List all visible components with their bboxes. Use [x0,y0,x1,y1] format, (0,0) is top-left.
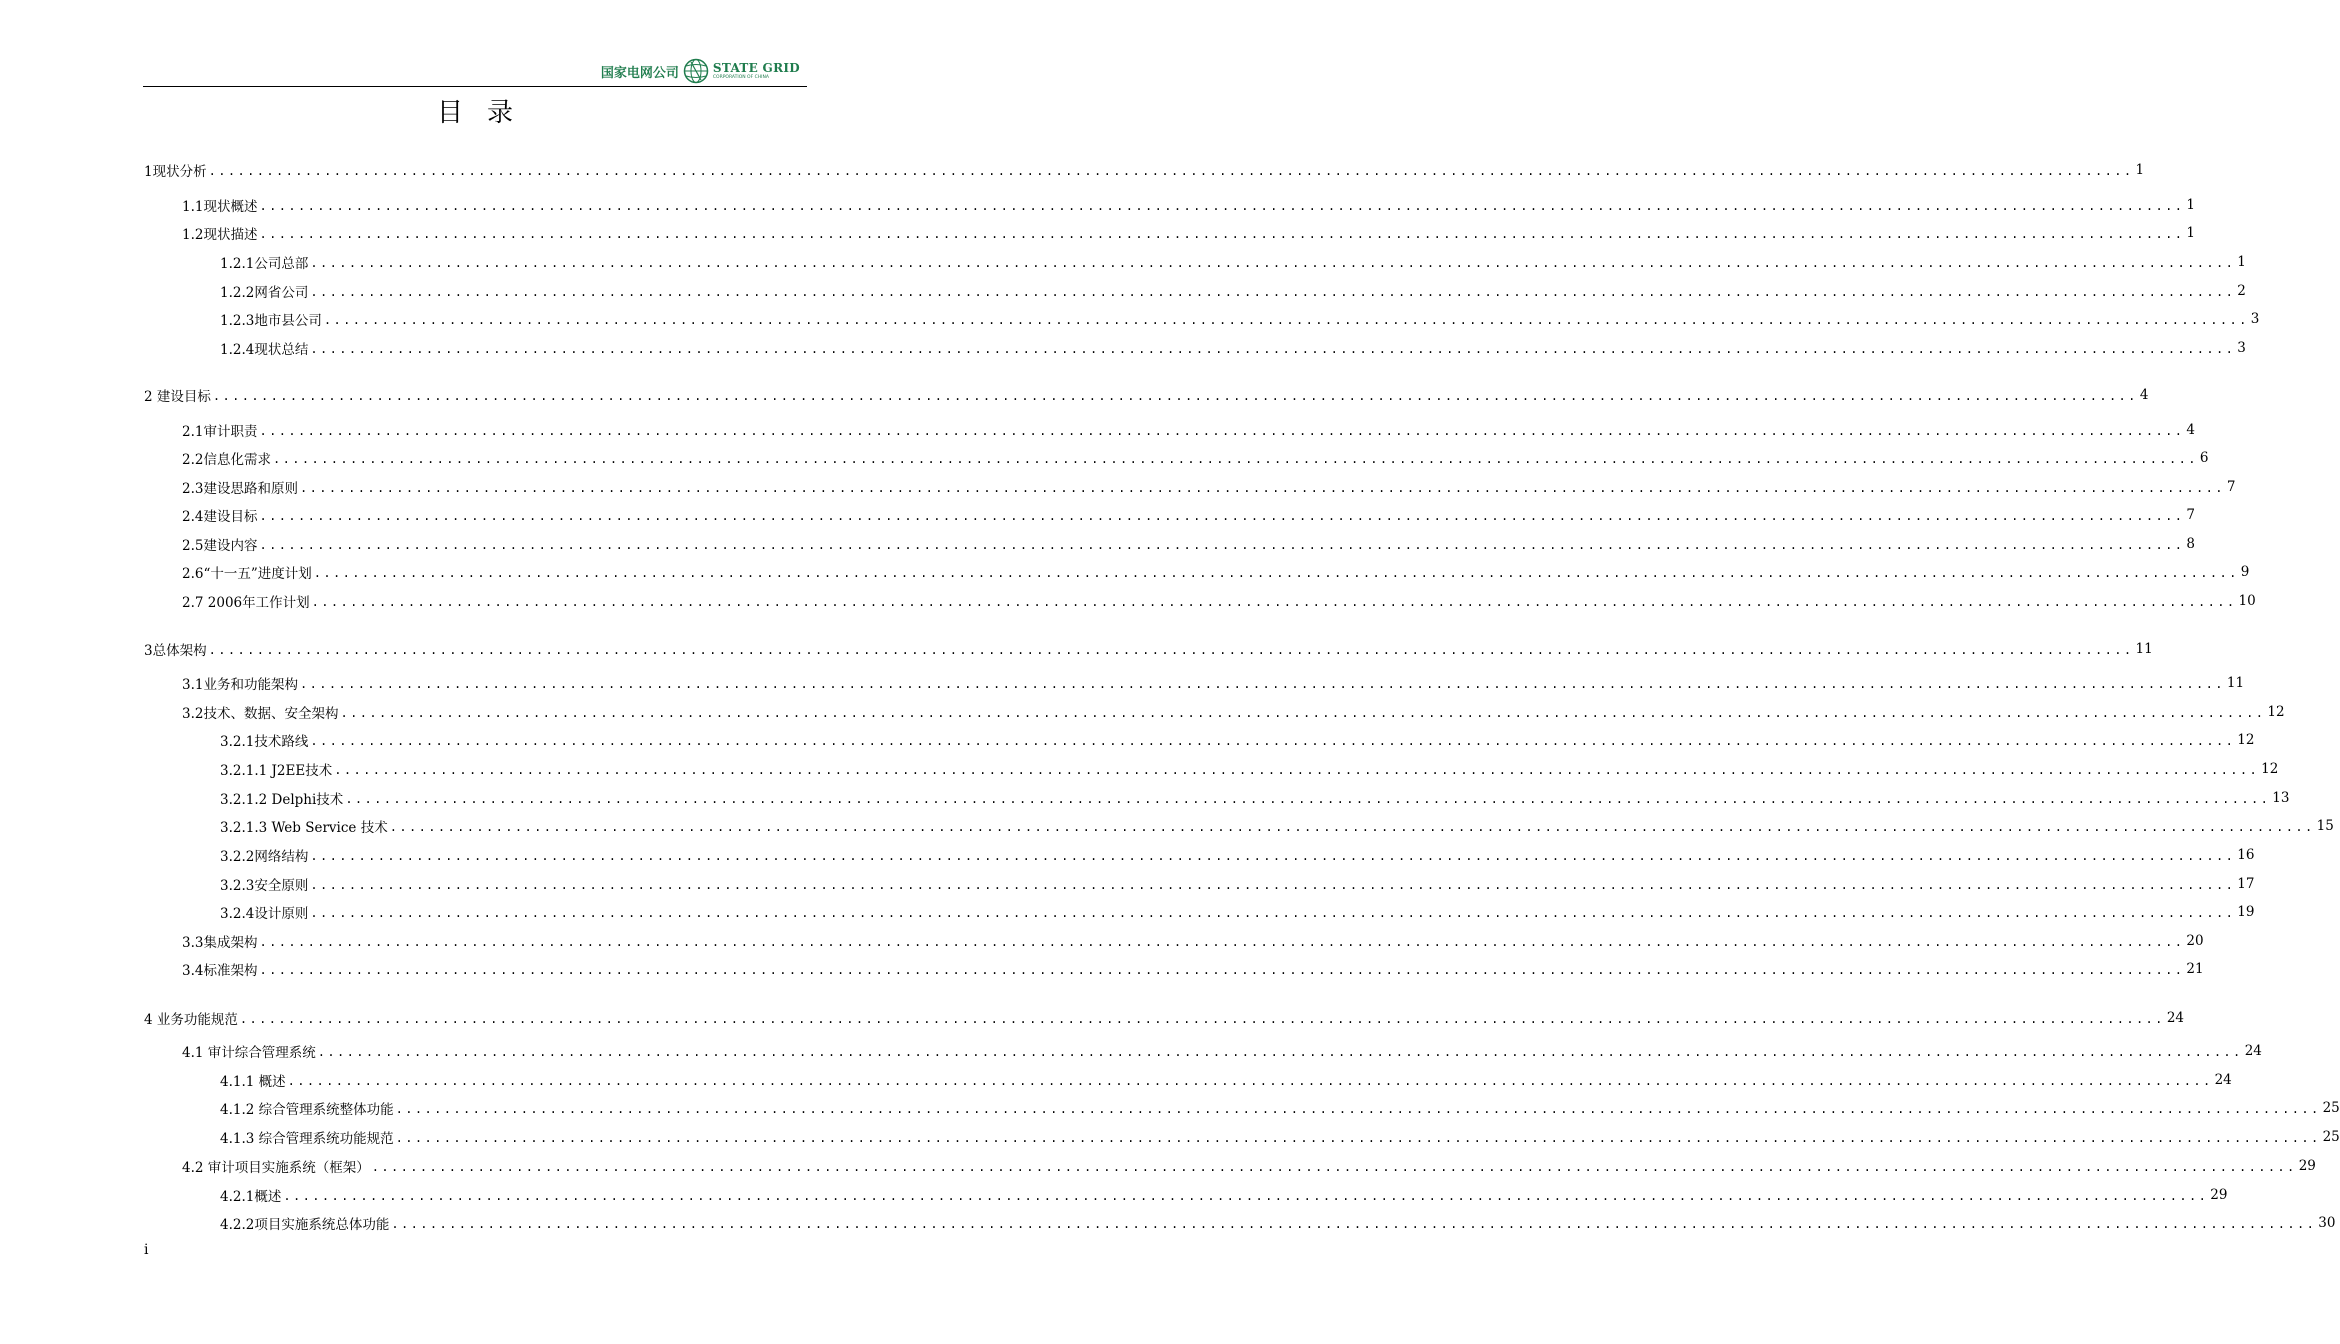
toc-entry-page: 15 [2316,818,2334,834]
toc-entry[interactable] [144,638,2153,660]
toc-entry[interactable] [220,1069,2232,1091]
toc-entry-label: 1现状分析 [144,164,207,180]
toc-leader-dots: ........................................................................................................................................................................................................ [310,734,2236,748]
toc-entry[interactable] [182,194,2195,216]
toc-entry-label: 4.1.3 综合管理系统功能规范 [220,1131,394,1147]
toc-leader-dots: ........................................................................................................................................................................................................ [311,595,2237,609]
toc-entry[interactable] [182,222,2195,244]
toc-leader-dots: ........................................................................................................................................................................................................ [259,424,2185,438]
toc-leader-dots: ........................................................................................................................................................................................................ [283,1189,2209,1203]
toc-entry-label: 3.2.2网络结构 [220,849,309,865]
toc-leader-dots: ........................................................................................................................................................................................................ [287,1074,2213,1088]
toc-entry-label: 2.1审计职责 [182,424,258,440]
toc-entry-label: 3.2.1.2 Delphi技术 [220,792,344,808]
toc-leader-dots: ........................................................................................................................................................................................................ [310,342,2236,356]
toc-entry-page: 30 [2318,1215,2336,1231]
toc-entry-label: 3.2.1技术路线 [220,734,309,750]
toc-entry-label: 2 建设目标 [144,389,211,405]
toc-entry[interactable] [182,1040,2262,1062]
toc-entry-page: 25 [2322,1100,2340,1116]
toc-entry-page: 1 [2135,162,2145,178]
toc-leader-dots: ........................................................................................................................................................................................................ [208,643,2134,657]
toc-entry-label: 1.2.1公司总部 [220,256,309,272]
toc-leader-dots: ........................................................................................................................................................................................................ [259,538,2185,552]
toc-entry-page: 1 [2186,197,2195,213]
toc-entry[interactable] [220,280,2246,302]
toc-entry-page: 12 [2261,761,2279,777]
toc-entry[interactable] [220,1126,2340,1148]
toc-leader-dots: ........................................................................................................................................................................................................ [395,1131,2321,1145]
toc-entry-page: 21 [2186,961,2204,977]
footer-page-number: i [144,1242,149,1258]
toc-entry-page: 3 [2237,340,2246,356]
toc-leader-dots: ........................................................................................................................................................................................................ [317,1045,2243,1059]
toc-entry-page: 1 [2186,225,2195,241]
toc-leader-dots: ........................................................................................................................................................................................................ [313,566,2239,580]
toc-entry-label: 1.2.3地市县公司 [220,313,322,329]
toc-entry[interactable] [182,672,2245,694]
toc-entry-page: 9 [2240,564,2250,580]
toc-entry-page: 20 [2186,933,2204,949]
toc-entry[interactable] [182,533,2195,555]
logo-chinese-text: 国家电网公司 [600,65,679,81]
toc-entry-label: 3.2.1.3 Web Service 技术 [220,820,388,836]
toc-entry-page: 29 [2298,1158,2316,1174]
toc-entry[interactable] [220,844,2255,866]
toc-entry[interactable] [220,873,2255,895]
toc-entry-label: 1.1现状概述 [182,199,258,215]
toc-entry-label: 3.2.3安全原则 [220,878,309,894]
toc-entry-page: 3 [2250,311,2260,327]
toc-entry[interactable] [220,758,2279,780]
toc-entry[interactable] [220,815,2334,837]
toc-entry[interactable] [220,729,2255,751]
toc-leader-dots: ........................................................................................................................................................................................................ [259,199,2185,213]
toc-entry-page: 13 [2272,790,2290,806]
toc-entry-page: 7 [2226,479,2236,495]
toc-entry-label: 1.2.4现状总结 [220,342,309,358]
toc-entry-page: 25 [2322,1129,2340,1145]
toc-leader-dots: ........................................................................................................................................................................................................ [259,509,2185,523]
toc-entry-label: 4.2.2项目实施系统总体功能 [220,1217,390,1233]
toc-leader-dots: ........................................................................................................................................................................................................ [239,1012,2165,1026]
toc-entry-page: 7 [2186,507,2195,523]
toc-entry[interactable] [220,787,2290,809]
toc-entry-label: 2.2信息化需求 [182,452,271,468]
toc-entry[interactable] [220,251,2246,273]
toc-entry-page: 11 [2135,641,2153,657]
toc-entry-label: 4.2.1概述 [220,1189,282,1205]
toc-entry[interactable] [182,476,2236,498]
toc-entry-label: 4.1.1 概述 [220,1074,286,1090]
toc-entry-label: 2.5建设内容 [182,538,258,554]
toc-entry[interactable] [182,958,2204,980]
toc-entry[interactable] [220,901,2255,923]
toc-entry-page: 8 [2186,536,2195,552]
toc-leader-dots: ........................................................................................................................................................................................................ [299,481,2225,495]
toc-entry-page: 1 [2237,254,2246,270]
toc-entry-page: 11 [2226,675,2245,691]
toc-entry-label: 4.1 审计综合管理系统 [182,1045,316,1061]
toc-leader-dots: ........................................................................................................................................................................................................ [259,963,2185,977]
toc-leader-dots: ........................................................................................................................................................................................................ [310,256,2236,270]
toc-entry-label: 3.1业务和功能架构 [182,677,298,693]
toc-leader-dots: ........................................................................................................................................................................................................ [323,313,2249,327]
toc-entry-label: 3.2技术、数据、安全架构 [182,706,339,722]
toc-entry[interactable] [220,1097,2340,1119]
toc-entry[interactable] [182,419,2195,441]
toc-entry-label: 4 业务功能规范 [144,1012,238,1028]
toc-entry-label: 2.4建设目标 [182,509,258,525]
toc-leader-dots: ........................................................................................................................................................................................................ [334,763,2260,777]
toc-leader-dots: ........................................................................................................................................................................................................ [259,935,2185,949]
toc-entry-label: 3.4标准架构 [182,963,258,979]
toc-entry-page: 12 [2267,704,2285,720]
toc-entry-page: 4 [2186,422,2195,438]
toc-leader-dots: ........................................................................................................................................................................................................ [310,849,2236,863]
toc-entry-label: 4.1.2 综合管理系统整体功能 [220,1102,394,1118]
toc-entry[interactable] [144,1007,2184,1029]
toc-leader-dots: ........................................................................................................................................................................................................ [212,389,2138,403]
toc-leader-dots: ........................................................................................................................................................................................................ [395,1102,2321,1116]
toc-entry-page: 4 [2139,387,2149,403]
toc-entry[interactable] [220,1212,2336,1234]
toc-entry-page: 19 [2237,904,2255,920]
toc-entry-label: 2.7 2006年工作计划 [182,595,310,611]
toc-entry-label: 1.2.2网省公司 [220,285,309,301]
toc-entry[interactable] [144,159,2145,181]
toc-entry-page: 24 [2214,1072,2232,1088]
toc-entry[interactable] [182,930,2204,952]
toc-entry-label: 3.3集成架构 [182,935,258,951]
toc-leader-dots: ........................................................................................................................................................................................................ [391,1217,2317,1231]
toc-entry-label: 2.6“十一五”进度计划 [182,566,312,582]
toc-entry-label: 3总体架构 [144,643,207,659]
toc-leader-dots: ........................................................................................................................................................................................................ [371,1160,2297,1174]
toc-entry[interactable] [220,308,2260,330]
toc-entry[interactable] [182,1155,2316,1177]
toc-entry[interactable] [182,590,2256,612]
toc-leader-dots: ........................................................................................................................................................................................................ [208,164,2134,178]
toc-entry[interactable] [144,384,2149,406]
toc-entry-page: 24 [2244,1043,2262,1059]
toc-entry-label: 3.2.1.1 J2EE技术 [220,763,333,779]
logo-english-subtext: CORPORATION OF CHINA [712,74,769,80]
toc-leader-dots: ........................................................................................................................................................................................................ [299,677,2225,691]
toc-leader-dots: ........................................................................................................................................................................................................ [310,285,2236,299]
logo-english-text: STATE GRID [712,60,800,75]
toc-entry-page: 16 [2237,847,2255,863]
page-title: 目录 [436,98,537,128]
toc-entry-label: 3.2.4设计原则 [220,906,309,922]
toc-entry-label: 2.3建设思路和原则 [182,481,298,497]
toc-entry[interactable] [182,504,2195,526]
toc-entry-page: 29 [2210,1187,2228,1203]
toc-leader-dots: ........................................................................................................................................................................................................ [310,906,2236,920]
toc-entry-page: 2 [2237,283,2246,299]
toc-entry[interactable] [182,561,2250,583]
toc-leader-dots: ........................................................................................................................................................................................................ [259,227,2185,241]
toc-entry-page: 6 [2199,450,2209,466]
toc-leader-dots: ........................................................................................................................................................................................................ [340,706,2266,720]
toc-entry[interactable] [220,337,2246,359]
toc-entry[interactable] [182,701,2285,723]
toc-leader-dots: ........................................................................................................................................................................................................ [345,792,2271,806]
toc-entry-page: 12 [2237,732,2255,748]
toc-entry-label: 1.2现状描述 [182,227,258,243]
toc-entry-label: 4.2 审计项目实施系统（框架） [182,1160,370,1176]
toc-leader-dots: ........................................................................................................................................................................................................ [310,878,2236,892]
toc-leader-dots: ........................................................................................................................................................................................................ [389,820,2315,834]
toc-leader-dots: ........................................................................................................................................................................................................ [272,452,2198,466]
toc-entry[interactable] [220,1184,2228,1206]
toc-entry[interactable] [182,447,2209,469]
toc-entry-page: 24 [2166,1010,2184,1026]
toc-entry-page: 17 [2237,876,2255,892]
toc-entry-page: 10 [2238,593,2256,609]
